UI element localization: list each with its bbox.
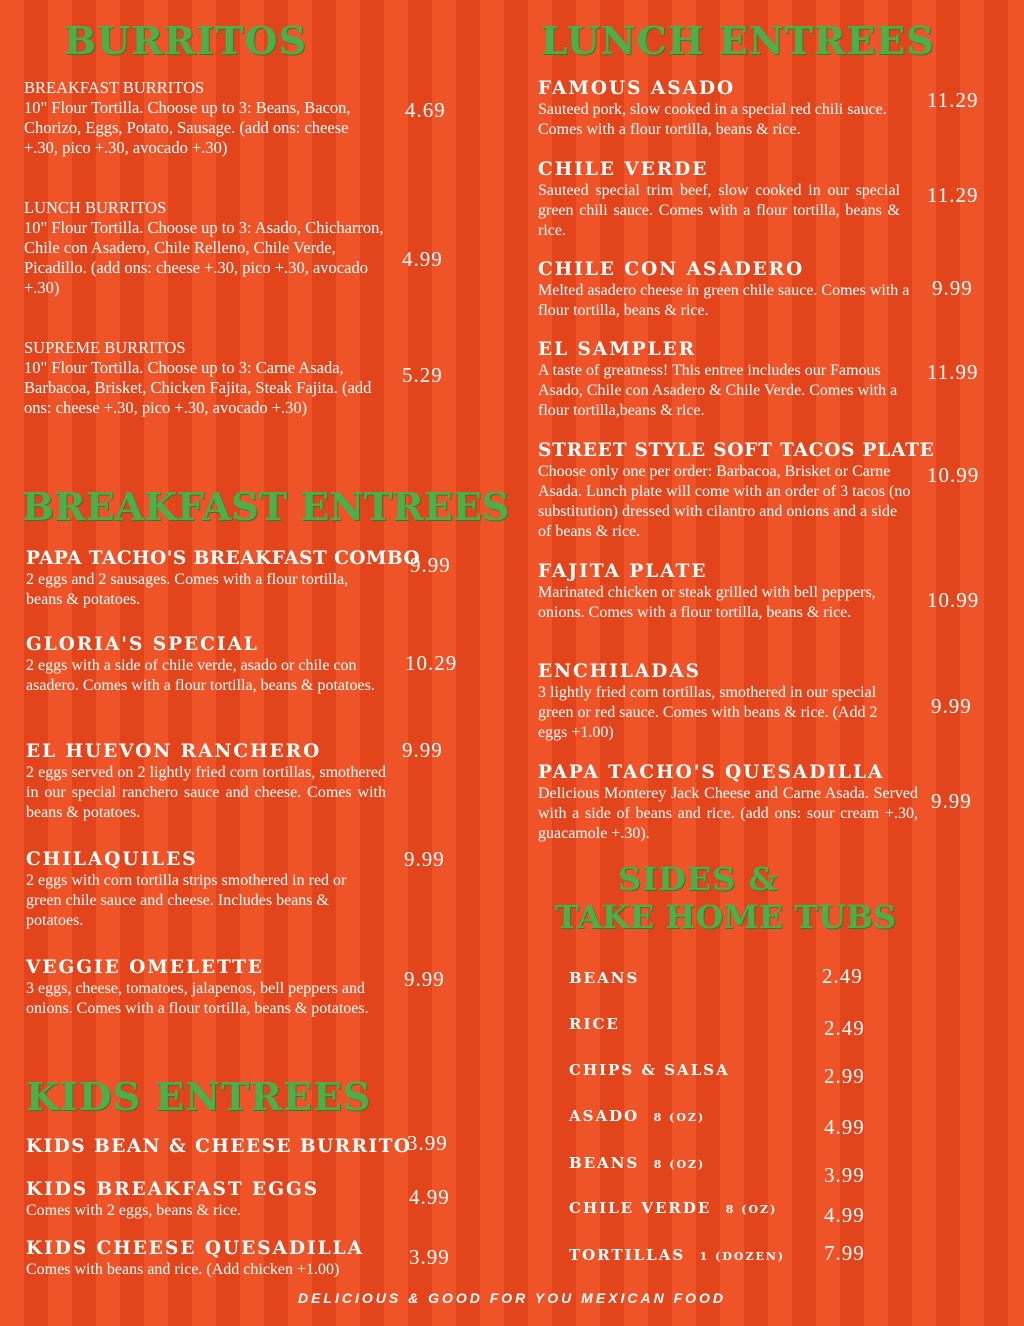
- item-name: STREET STYLE SOFT TACOS PLATE: [538, 440, 935, 461]
- item-price: 3.99: [407, 1131, 448, 1155]
- item-price: 2.49: [822, 964, 863, 988]
- item-description: 3 eggs, cheese, tomatoes, jalapenos, bell peppers and onions. Comes with a flour tortilla, beans & potatoes.: [26, 980, 369, 1017]
- item-price: 9.99: [410, 553, 451, 577]
- breakfast-entrees-heading: BREAKFAST ENTREES: [22, 484, 510, 529]
- item-name: EL SAMPLER: [538, 339, 697, 360]
- menu-item-fajita-plate: [538, 560, 918, 623]
- item-description: 3 lightly fried corn tortillas, smothered in our special green or red sauce. Comes with beans & rice. (Add 2 eggs +1.00): [538, 684, 878, 741]
- item-price: 11.29: [927, 183, 979, 207]
- item-description: 2 eggs with corn tortilla strips smothered in red or green chile sauce and cheese. Includes beans & potatoes.: [26, 872, 347, 929]
- item-price: 3.99: [409, 1245, 450, 1269]
- item-price: 9.99: [931, 789, 972, 813]
- item-price: 4.69: [405, 98, 446, 122]
- item-name: PAPA TACHO'S QUESADILLA: [538, 762, 885, 783]
- side-item-name: CHIPS & SALSA: [569, 1061, 730, 1079]
- item-description: 2 eggs and 2 sausages. Comes with a flour tortilla, beans & potatoes.: [26, 571, 349, 608]
- item-name: CHILAQUILES: [26, 849, 198, 870]
- menu-item-breakfast-combo: [26, 547, 421, 610]
- kids-entrees-heading: KIDS ENTREES: [26, 1074, 372, 1119]
- menu-item-huevon-ranchero: [26, 740, 386, 823]
- item-description: 10" Flour Tortilla. Choose up to 3: Asado, Chicharron, Chile con Asadero, Chile Relleno, Chile Verde, Picadillo. (add ons: cheese +.30, pico +.30, avocado +.30): [24, 218, 384, 297]
- item-name: VEGGIE OMELETTE: [26, 957, 265, 978]
- item-name: EL HUEVON RANCHERO: [26, 741, 322, 762]
- item-price: 4.99: [824, 1203, 865, 1227]
- item-price: 4.99: [402, 247, 443, 271]
- item-description: A taste of greatness! This entree includes our Famous Asado, Chile con Asadero & Chile Verde. Comes with a flour tortilla,beans & rice.: [538, 362, 898, 419]
- menu-item-glorias-special: [26, 633, 386, 696]
- burritos-heading: BURRITOS: [64, 18, 308, 63]
- item-description: 10" Flour Tortilla. Choose up to 3: Carne Asada, Barbacoa, Brisket, Chicken Fajita, Steak Fajita. (add ons: cheese +.30, pico +.30, avocado +.30): [24, 358, 372, 417]
- item-name: GLORIA'S SPECIAL: [26, 634, 259, 655]
- menu-item-kids-eggs: [26, 1178, 396, 1221]
- item-price: 4.99: [824, 1115, 865, 1139]
- menu-item-chile-con-asadero: [538, 258, 918, 321]
- item-price: 9.99: [404, 847, 445, 871]
- menu-item-chile-verde: [538, 158, 900, 241]
- menu-item-kids-quesadilla: [26, 1237, 396, 1280]
- menu-item-chilaquiles: [26, 848, 371, 931]
- menu-item-enchiladas: [538, 660, 908, 743]
- item-name: FAMOUS ASADO: [538, 78, 736, 99]
- item-price: 10.29: [405, 651, 458, 675]
- menu-item-veggie-omelette: [26, 956, 381, 1019]
- menu-item-famous-asado: [538, 77, 918, 140]
- side-item-name: CHILE VERDE 8 (OZ): [569, 1199, 778, 1217]
- item-description: Marinated chicken or steak grilled with bell peppers, onions. Comes with a flour tortilla, beans & rice.: [538, 584, 876, 621]
- item-price: 10.99: [927, 463, 980, 487]
- sides-heading-line1: SIDES &: [618, 860, 779, 898]
- item-description: 2 eggs served on 2 lightly fried corn tortillas, smothered in our special ranchero sauce and cheese. Comes with beans & potatoes.: [26, 764, 386, 821]
- item-name: FAJITA PLATE: [538, 561, 708, 582]
- menu-item-supreme-burritos: [24, 338, 384, 418]
- item-name: KIDS CHEESE QUESADILLA: [26, 1238, 365, 1259]
- item-name: KIDS BEAN & CHEESE BURRITO: [26, 1136, 412, 1157]
- item-name: LUNCH BURRITOS: [24, 198, 167, 217]
- menu-item-el-sampler: [538, 338, 918, 421]
- item-price: 9.99: [404, 967, 445, 991]
- item-price: 11.99: [927, 360, 979, 384]
- item-price: 9.99: [931, 694, 972, 718]
- item-price: 3.99: [824, 1163, 865, 1187]
- item-description: Comes with beans and rice. (Add chicken +1.00): [26, 1261, 340, 1278]
- item-price: 4.99: [409, 1185, 450, 1209]
- item-name: ENCHILADAS: [538, 661, 701, 682]
- item-name: CHILE VERDE: [538, 159, 709, 180]
- side-item-name: BEANS 8 (OZ): [569, 1154, 706, 1172]
- item-price: 11.29: [927, 88, 979, 112]
- item-price: 9.99: [932, 276, 973, 300]
- item-price: 2.99: [824, 1064, 865, 1088]
- item-name: SUPREME BURRITOS: [24, 338, 186, 357]
- item-price: 10.99: [927, 588, 980, 612]
- side-item-name: TORTILLAS 1 (DOZEN): [569, 1246, 786, 1264]
- menu-item-kids-burrito: [26, 1135, 412, 1158]
- item-description: 2 eggs with a side of chile verde, asado or chile con asadero. Comes with a flour tortilla, beans & potatoes.: [26, 657, 375, 694]
- item-description: Comes with 2 eggs, beans & rice.: [26, 1202, 242, 1219]
- menu-item-street-tacos: [538, 439, 935, 542]
- side-item-name: RICE: [569, 1015, 620, 1033]
- sides-heading-line2: TAKE HOME TUBS: [555, 898, 897, 936]
- item-price: 5.29: [402, 363, 443, 387]
- menu-item-quesadilla: [538, 761, 918, 844]
- lunch-entrees-heading: LUNCH ENTREES: [541, 18, 935, 63]
- side-item-name: ASADO 8 (OZ): [569, 1107, 706, 1125]
- item-name: CHILE CON ASADERO: [538, 259, 805, 280]
- item-description: 10" Flour Tortilla. Choose up to 3: Beans, Bacon, Chorizo, Eggs, Potato, Sausage. (add ons: cheese +.30, pico +.30, avocado +.30): [24, 98, 351, 157]
- item-description: Choose only one per order: Barbacoa, Brisket or Carne Asada. Lunch plate will come with an order of 3 tacos (no substitution) dressed with cilantro and onions and a side of beans & rice.: [538, 463, 911, 540]
- item-price: 9.99: [402, 738, 443, 762]
- item-description: Delicious Monterey Jack Cheese and Carne Asada. Served with a side of beans and rice. (add ons: sour cream +.30, guacamole +.30).: [538, 785, 918, 842]
- menu-item-lunch-burritos: [24, 198, 384, 298]
- item-description: Sauteed special trim beef, slow cooked in our special green chili sauce. Comes with a flour tortilla, beans & rice.: [538, 182, 900, 239]
- item-price: 2.49: [824, 1016, 865, 1040]
- side-item-name: BEANS: [569, 969, 640, 987]
- item-name: PAPA TACHO'S BREAKFAST COMBO: [26, 548, 421, 569]
- footer-tagline: DELICIOUS & GOOD FOR YOU MEXICAN FOOD: [297, 1290, 727, 1306]
- item-description: Sauteed pork, slow cooked in a special red chili sauce. Comes with a flour tortilla, beans & rice.: [538, 101, 887, 138]
- item-name: BREAKFAST BURRITOS: [24, 78, 205, 97]
- item-description: Melted asadero cheese in green chile sauce. Comes with a flour tortilla, beans & rice.: [538, 282, 910, 319]
- menu-item-breakfast-burritos: [24, 78, 384, 158]
- item-name: KIDS BREAKFAST EGGS: [26, 1179, 320, 1200]
- item-price: 7.99: [824, 1241, 865, 1265]
